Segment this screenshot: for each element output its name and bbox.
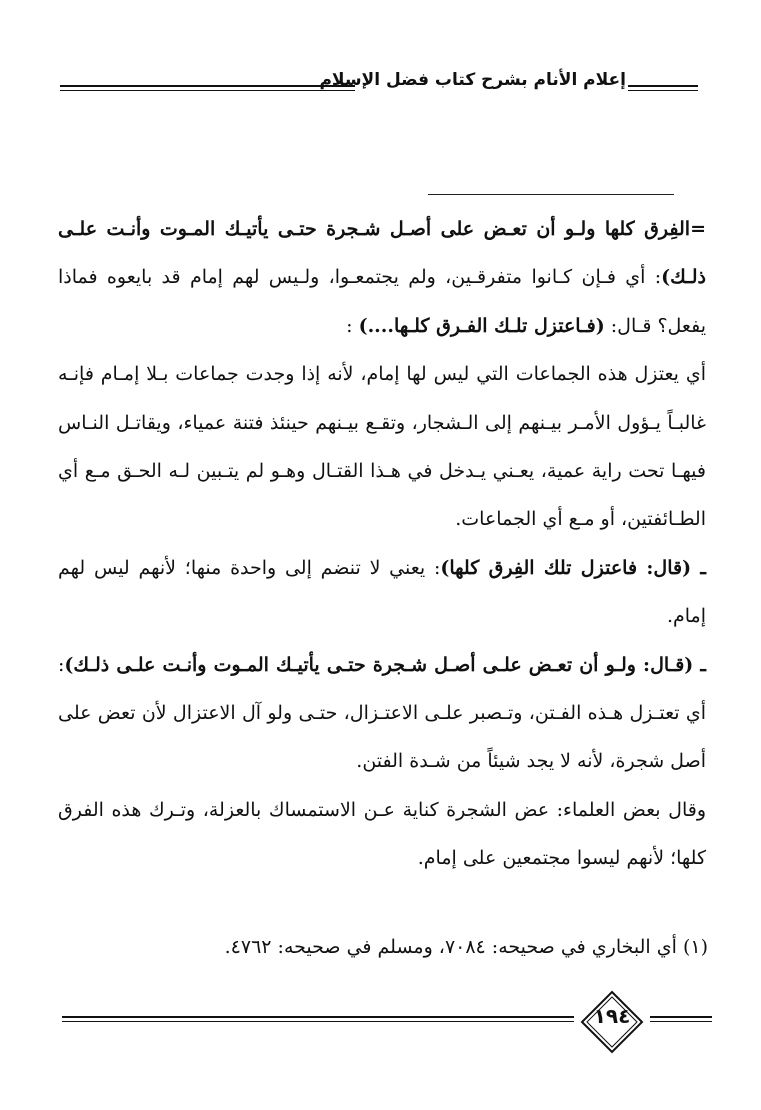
paragraph-5: وقال بعض العلماء: عض الشجرة كناية عـن الاستمساك بالعزلة، وتـرك هذه الفرق كلها؛ لأنهم ليسوا مجتمعين على إمام. xyxy=(58,798,706,870)
quote-bold: ـ (قال: فاعتزل تلك الفِرق كلها) xyxy=(440,556,706,579)
header-rule-left xyxy=(60,85,355,91)
paragraph-text: : xyxy=(346,314,359,337)
header-rule-right xyxy=(628,85,698,91)
quote-bold: (فـاعتزل تلـك الفـرق كلـها....) xyxy=(358,314,605,337)
top-separator xyxy=(428,194,674,195)
paragraph-1 xyxy=(58,205,706,350)
paragraph-text: : أي فـإن كـانوا متفرقـين، ولم يجتمعـوا، ولـيس لهم إمام قد بايعوه فماذا يفعل؟ قـال: xyxy=(58,266,706,337)
quote-bold: =الفِرق كلها ولـو أن تعـض على أصـل شـجرة حتـى يأتيـك المـوت وأنـت علـى ذلـك) xyxy=(58,218,706,289)
paragraph-text: : يعني لا تنضم إلى واحدة منها؛ لأنهم ليس لهم إمام. xyxy=(58,556,706,628)
footer-rule-left xyxy=(62,1016,574,1022)
paragraph-3 xyxy=(58,544,706,641)
paragraph-4 xyxy=(58,641,706,786)
footer-rule-right xyxy=(650,1016,712,1022)
page-number: ١٩٤ xyxy=(593,1004,631,1028)
quote-bold: ـ (قـال: ولـو أن تعـض علـى أصـل شـجرة حتـى يأتيـك المـوت وأنـت علـى ذلـك) xyxy=(64,653,706,676)
footnote-marker: (١) xyxy=(682,936,708,958)
footnote xyxy=(128,936,708,958)
paragraph-text: : أي تعتـزل هـذه الفـتن، وتـصبر علـى الاعتـزال، حتـى ولو آل الاعتزال لأن تعض على أصل شجرة، لأنه لا يجد شيئاً من شـدة الفتن. xyxy=(58,653,706,773)
paragraph-2: أي يعتزل هذه الجماعات التي ليس لها إمام، لأنه إذا وجدت جماعات بـلا إمـام فإنـه غالبـاً يـؤول الأمـر بيـنهم إلى الـشجار، وتقـع بيـنهم حينئذ فتنة عمياء، ويقاتـل النـاس فيهـا تحت راية عمية، يعـني يـدخل في هـذا القتـال وهـو لم يتـبين لـه الحـق مـع أي الطـائفتين، أو مـع أي الجماعات. xyxy=(58,363,706,531)
footnote-text: أي البخاري في صحيحه: ٧٠٨٤، ومسلم في صحيحه: ٤٧٦٢. xyxy=(224,936,677,958)
main-text xyxy=(58,205,706,883)
running-header-title: إعلام الأنام بشرح كتاب فضل الإسلام xyxy=(319,70,626,90)
